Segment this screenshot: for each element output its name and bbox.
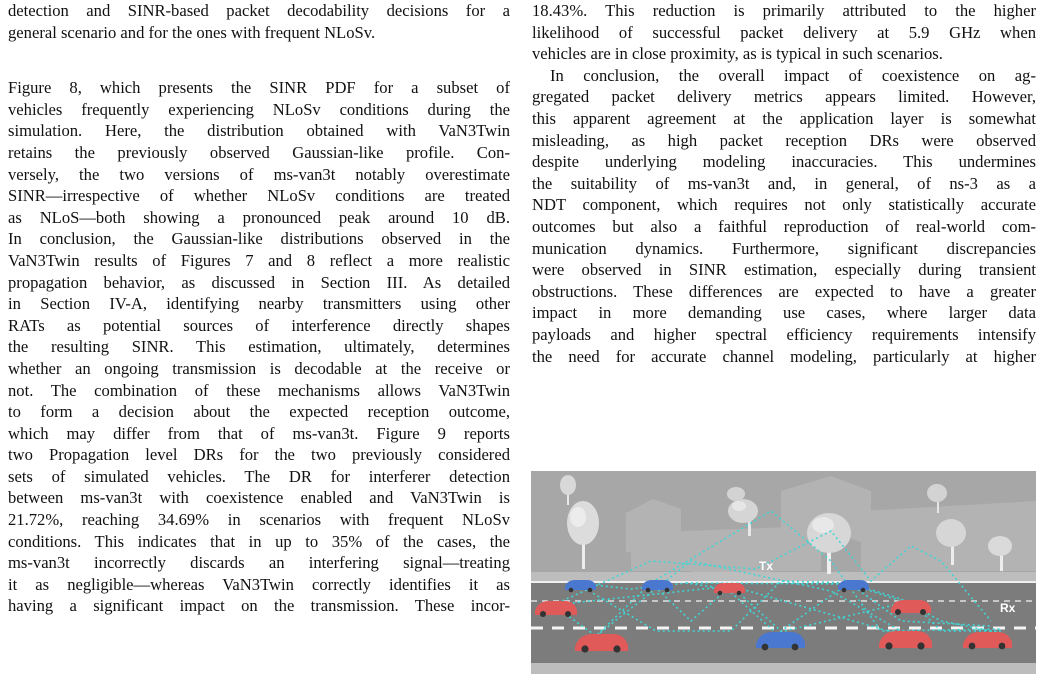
text-line: likelihood of successful packet delivery at 5.9 GHz when <box>532 22 1036 42</box>
text-line: outcomes but also a faithful reproduction of real-world com- <box>532 216 1036 236</box>
car-icon <box>756 632 805 650</box>
text-line: despite underlying modeling inaccuracies. This undermines <box>532 152 1036 172</box>
text-line: SINR—irrespective of whether NLoSv conditions are treated <box>8 186 510 206</box>
street-scene-figure <box>531 471 1036 674</box>
text-line: sets of simulated vehicles. The DR for interferer detection <box>8 466 510 486</box>
text-line: having a significant impact on the transmission. These incor- <box>8 596 510 616</box>
text-line: NDT component, which requires not only statistically accurate <box>532 195 1036 215</box>
text-line: it as negligible—whereas VaN3Twin correctly identifies it as <box>8 574 510 594</box>
right-column <box>532 0 1036 367</box>
text-line: retains the previously observed Gaussian-like profile. Con- <box>8 142 510 162</box>
sidewalk <box>531 572 1036 581</box>
text-line: not. The combination of these mechanisms allows VaN3Twin <box>8 380 510 400</box>
text-line: ms-van3t incorrectly discards an interfering signal—treating <box>8 553 510 573</box>
text-line: conditions. This indicates that in up to 35% of the cases, the <box>8 531 510 551</box>
text-line: vehicles are in close proximity, as is typical in such scenarios. <box>532 44 943 64</box>
text-line: Figure 8, which presents the SINR PDF for a subset of <box>8 78 510 98</box>
curb <box>531 663 1036 674</box>
text-line: 21.72%, reaching 34.69% in scenarios with frequent NLoSv <box>8 510 510 530</box>
caption-tail <box>8 0 510 43</box>
text-line: detection and SINR-based packet decodability decisions for a <box>8 1 510 20</box>
car-icon <box>891 600 931 615</box>
rx-label: Rx <box>1000 601 1016 615</box>
car-icon <box>535 601 577 617</box>
text-line: the need for accurate channel modeling, particularly at higher <box>532 346 1036 366</box>
car-icon <box>879 631 932 650</box>
text-line: gregated packet delivery metrics appears limited. However, <box>532 87 1036 107</box>
conclusion-paragraph <box>532 65 1036 367</box>
text-line: obstructions. These differences are expected to have a greater <box>532 281 1036 301</box>
text-line: munication dynamics. Furthermore, significant discrepancies <box>532 238 1036 258</box>
text-line: simulation. Here, the distribution obtained with VaN3Twin <box>8 121 510 141</box>
text-line: payloads and higher spectral efficiency requirements intensify <box>532 324 1036 344</box>
text-line: in Section IV-A, identifying nearby transmitters using other <box>8 294 510 314</box>
car-icon <box>575 634 628 653</box>
text-line: general scenario and for the ones with frequent NLoSv. <box>8 22 376 42</box>
text-line: propagation behavior, as discussed in Section III. As detailed <box>8 272 510 292</box>
text-line: the resulting SINR. This estimation, ultimately, determines <box>8 337 510 357</box>
street-scene-illustration <box>531 471 1036 674</box>
text-line: versely, the two versions of ms-van3t notably overestimate <box>8 164 510 184</box>
text-line: two Propagation level DRs for the two previously considered <box>8 445 510 465</box>
text-line: between ms-van3t with coexistence enabled and VaN3Twin is <box>8 488 510 508</box>
paragraph-continued <box>532 0 1036 65</box>
text-line: the suitability of ms-van3t and, in general, of ns-3 as a <box>532 173 1036 193</box>
text-line: misleading, as high packet reception DRs were observed <box>532 130 1036 150</box>
text-line: vehicles frequently experiencing NLoSv conditions during the <box>8 99 510 119</box>
text-line: RATs as potential sources of interference directly shapes <box>8 315 510 335</box>
text-line: VaN3Twin results of Figures 7 and 8 reflect a more realistic <box>8 250 510 270</box>
text-line: this apparent agreement at the application layer is somewhat <box>532 108 1036 128</box>
car-icon <box>963 632 1012 649</box>
left-column <box>8 0 510 617</box>
text-line: were observed in SINR estimation, especially during transient <box>532 260 1036 280</box>
tx-label: Tx <box>759 559 774 573</box>
text-line: as NLoS—both showing a pronounced peak around 10 dB. <box>8 207 510 227</box>
text-line: In conclusion, the overall impact of coexistence on ag- <box>550 65 1036 85</box>
text-line: 18.43%. This reduction is primarily attributed to the higher <box>532 1 1036 20</box>
text-line: impact in more demanding use cases, where larger data <box>532 303 1036 323</box>
body-paragraph <box>8 77 510 617</box>
text-line: to form a decision about the expected reception outcome, <box>8 402 510 422</box>
text-line: whether an ongoing transmission is decodable at the receive or <box>8 358 510 378</box>
text-line: which may differ from that of ms-van3t. Figure 9 reports <box>8 423 510 443</box>
text-line: In conclusion, the Gaussian-like distributions observed in the <box>8 229 510 249</box>
